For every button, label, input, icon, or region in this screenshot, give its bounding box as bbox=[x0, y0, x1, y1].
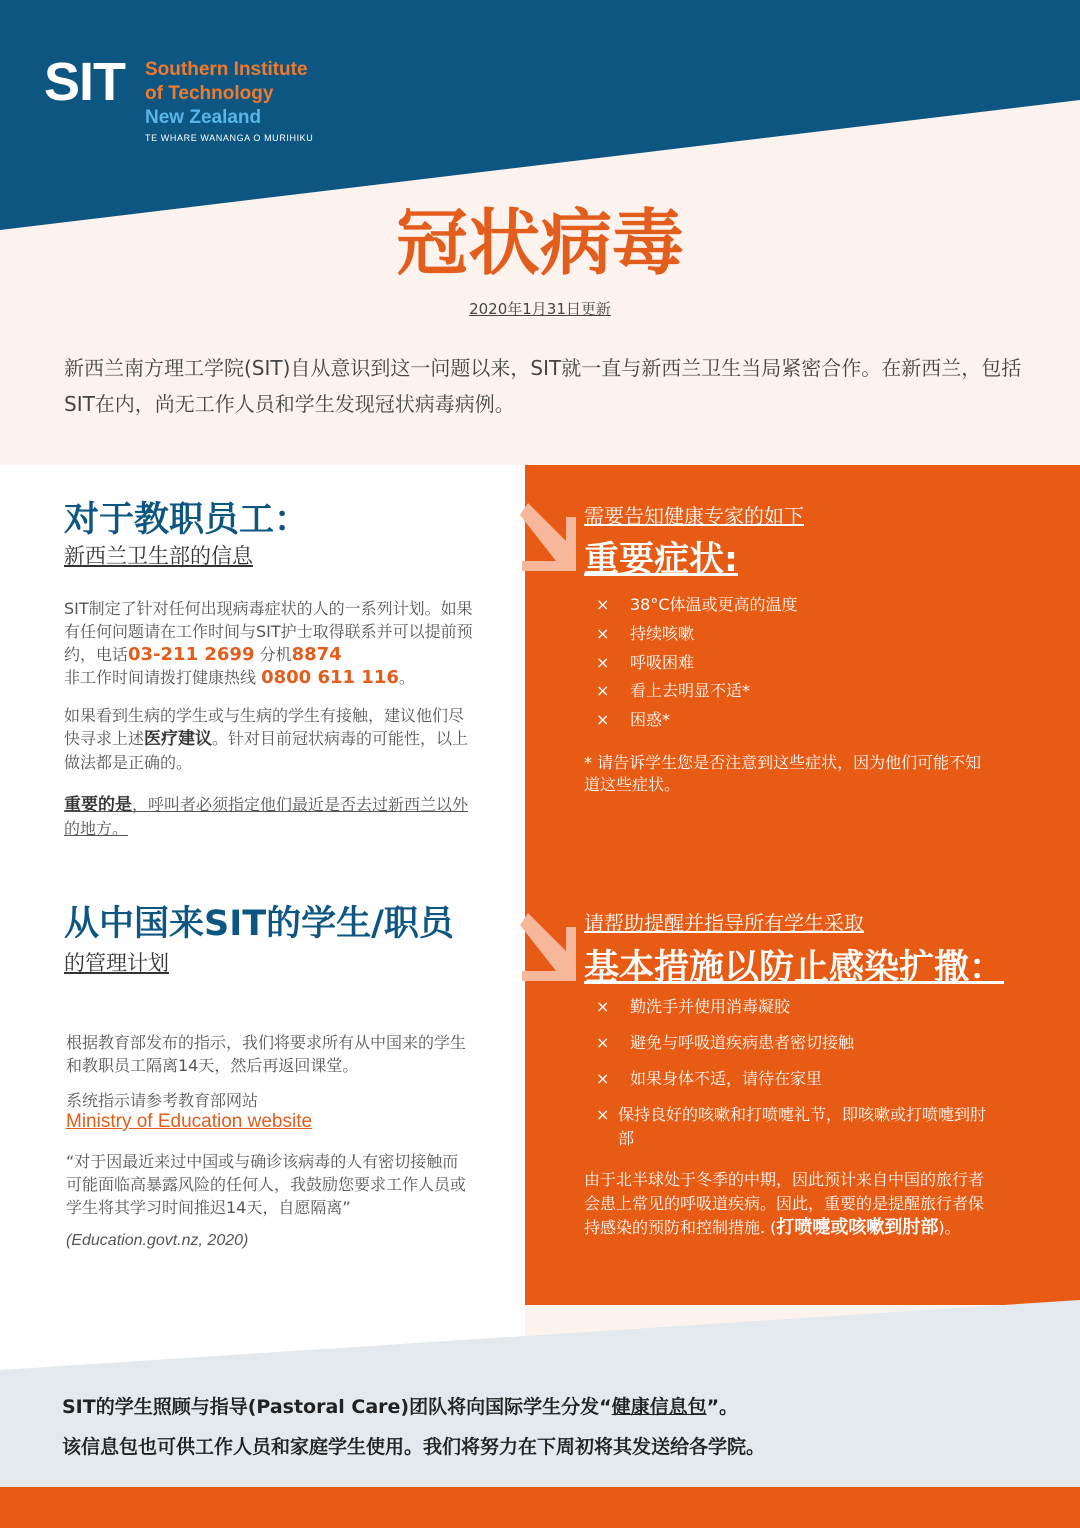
bottom-text: ”。 bbox=[706, 1396, 739, 1418]
prevention-item bbox=[596, 1031, 854, 1055]
page-title: 冠状病毒 bbox=[395, 201, 684, 285]
symptom-item bbox=[596, 622, 694, 646]
cross-icon: × bbox=[596, 1033, 610, 1052]
staff-text: 。针对目前冠状病毒的可能性，以上做法都是正确的。 bbox=[64, 729, 469, 772]
medical-advice: 医疗建议 bbox=[144, 729, 213, 749]
symptom-item bbox=[596, 708, 670, 732]
hotline-number: 0800 611 116 bbox=[261, 667, 399, 688]
nurse-extension: 8874 bbox=[291, 644, 342, 665]
symptom-item bbox=[596, 593, 798, 617]
logo-line-2: of Technology bbox=[145, 83, 274, 104]
prevention-item bbox=[596, 995, 790, 1019]
symptoms-heading: 需要告知健康专家的如下 bbox=[584, 504, 804, 528]
symptom-label: 困惑* bbox=[630, 710, 671, 729]
nurse-phone: 03-211 2699 bbox=[128, 644, 255, 665]
prevention-note bbox=[584, 1168, 994, 1240]
cross-icon: × bbox=[596, 710, 610, 729]
bottom-line-1 bbox=[62, 1392, 738, 1419]
arrow-icon bbox=[520, 905, 580, 985]
china-paragraph-2: 系统指示请参考教育部网站 bbox=[66, 1091, 259, 1110]
staff-text: 。 bbox=[398, 668, 415, 687]
cross-icon: × bbox=[596, 1069, 610, 1088]
prevention-item bbox=[596, 1103, 986, 1151]
prevention-heading: 请帮助提醒并指导所有学生采取 bbox=[584, 911, 864, 935]
quote-citation: (Education.govt.nz, 2020) bbox=[66, 1232, 249, 1249]
staff-heading: 对于教职员工： bbox=[64, 500, 310, 540]
health-pack-link[interactable]: 健康信息包 bbox=[611, 1396, 707, 1418]
staff-text: ，呼叫者必须指定他们最近是否去过新西兰以外的地方。 bbox=[64, 795, 469, 838]
china-heading: 从中国来SIT的学生/职员 bbox=[64, 904, 454, 944]
staff-paragraph-2 bbox=[64, 704, 478, 774]
symptom-item bbox=[596, 679, 750, 703]
arrow-icon bbox=[520, 495, 580, 575]
symptoms-note: * 请告诉学生您是否注意到这些症状，因为他们可能不知道这些症状。 bbox=[584, 753, 982, 794]
bottom-text: SIT的学生照顾与指导(Pastoral Care)团队将向国际学生分发“ bbox=[62, 1396, 612, 1418]
prevention-note-text: 由于北半球处于冬季的中期，因此预计来自中国的旅行者会患上常见的呼吸道疾病。因此，重要的是提醒旅行者保持感染的预防和控制措施. ( bbox=[584, 1170, 985, 1237]
prevention-item bbox=[596, 1067, 822, 1091]
symptom-item bbox=[596, 651, 694, 675]
moe-quote: “对于因最近来过中国或与确诊该病毒的人有密切接触而可能面临高暴露风险的任何人，我鼓励您要求工作人员或学生将其学习时间推迟14天，自愿隔离” bbox=[66, 1152, 467, 1217]
logo-abbr: SIT bbox=[44, 52, 126, 112]
symptoms-title: 重要症状: bbox=[584, 540, 738, 580]
intro-paragraph: 新西兰南方理工学院(SIT)自从意识到这一问题以来，SIT就一直与新西兰卫生当局紧密合作。在新西兰，包括SIT在内，尚无工作人员和学生发现冠状病毒病例。 bbox=[64, 356, 1022, 416]
prevention-label: 如果身体不适，请待在家里 bbox=[630, 1069, 823, 1088]
prevention-label: 保持良好的咳嗽和打喷嚏礼节，即咳嗽或打喷嚏到肘部 bbox=[618, 1105, 987, 1148]
china-paragraph-1: 根据教育部发布的指示，我们将要求所有从中国来的学生和教职员工隔离14天，然后再返回课堂。 bbox=[66, 1033, 467, 1075]
symptom-label: 38°C体温或更高的温度 bbox=[630, 595, 798, 614]
logo-line-3: New Zealand bbox=[145, 107, 262, 128]
china-subheading: 的管理计划 bbox=[64, 951, 169, 975]
cross-icon: × bbox=[596, 997, 610, 1016]
important-label: 重要的是 bbox=[64, 795, 132, 815]
hotline-label: 非工作时间请拨打健康热线 bbox=[64, 668, 262, 687]
cross-icon: × bbox=[596, 681, 610, 700]
logo-maori-subtitle: TE WHARE WANANGA O MURIHIKU bbox=[145, 133, 314, 143]
cross-icon: × bbox=[596, 624, 610, 643]
prevention-note-text: )。 bbox=[938, 1218, 961, 1237]
staff-text: SIT制定了针对任何出现病毒症状的人的一系列计划。如果有任何问题请在工作时间与SIT护士取得联系并可以提前预约，电话 bbox=[64, 599, 473, 664]
bottom-line-2: 该信息包也可供工作人员和家庭学生使用。我们将努力在下周初将其发送给各学院。 bbox=[62, 1436, 766, 1458]
ministry-of-education-link[interactable]: Ministry of Education website bbox=[66, 1111, 313, 1132]
cross-icon: × bbox=[596, 595, 610, 614]
staff-subheading: 新西兰卫生部的信息 bbox=[64, 544, 253, 568]
staff-text: 如果看到生病的学生或与生病的学生有接触，建议他们尽快寻求上述 bbox=[64, 706, 465, 748]
logo-line-1: Southern Institute bbox=[145, 59, 308, 80]
symptom-label: 看上去明显不适* bbox=[630, 681, 751, 700]
prevention-label: 避免与呼吸道疾病患者密切接触 bbox=[630, 1033, 855, 1052]
cross-icon: × bbox=[596, 1105, 610, 1124]
staff-paragraph-3 bbox=[64, 793, 478, 840]
prevention-note-bold: 打喷嚏或咳嗽到肘部 bbox=[776, 1217, 939, 1238]
prevention-label: 勤洗手并使用消毒凝胶 bbox=[630, 997, 791, 1016]
ext-label: 分机 bbox=[254, 645, 292, 664]
update-date: 2020年1月31日更新 bbox=[469, 300, 611, 318]
staff-paragraph-1 bbox=[64, 597, 476, 689]
prevention-title: 基本措施以防止感染扩撒： bbox=[584, 948, 1005, 988]
bottom-orange-bar bbox=[0, 1487, 1080, 1528]
symptom-label: 呼吸困难 bbox=[630, 653, 695, 672]
cross-icon: × bbox=[596, 653, 610, 672]
symptom-label: 持续咳嗽 bbox=[630, 624, 695, 643]
